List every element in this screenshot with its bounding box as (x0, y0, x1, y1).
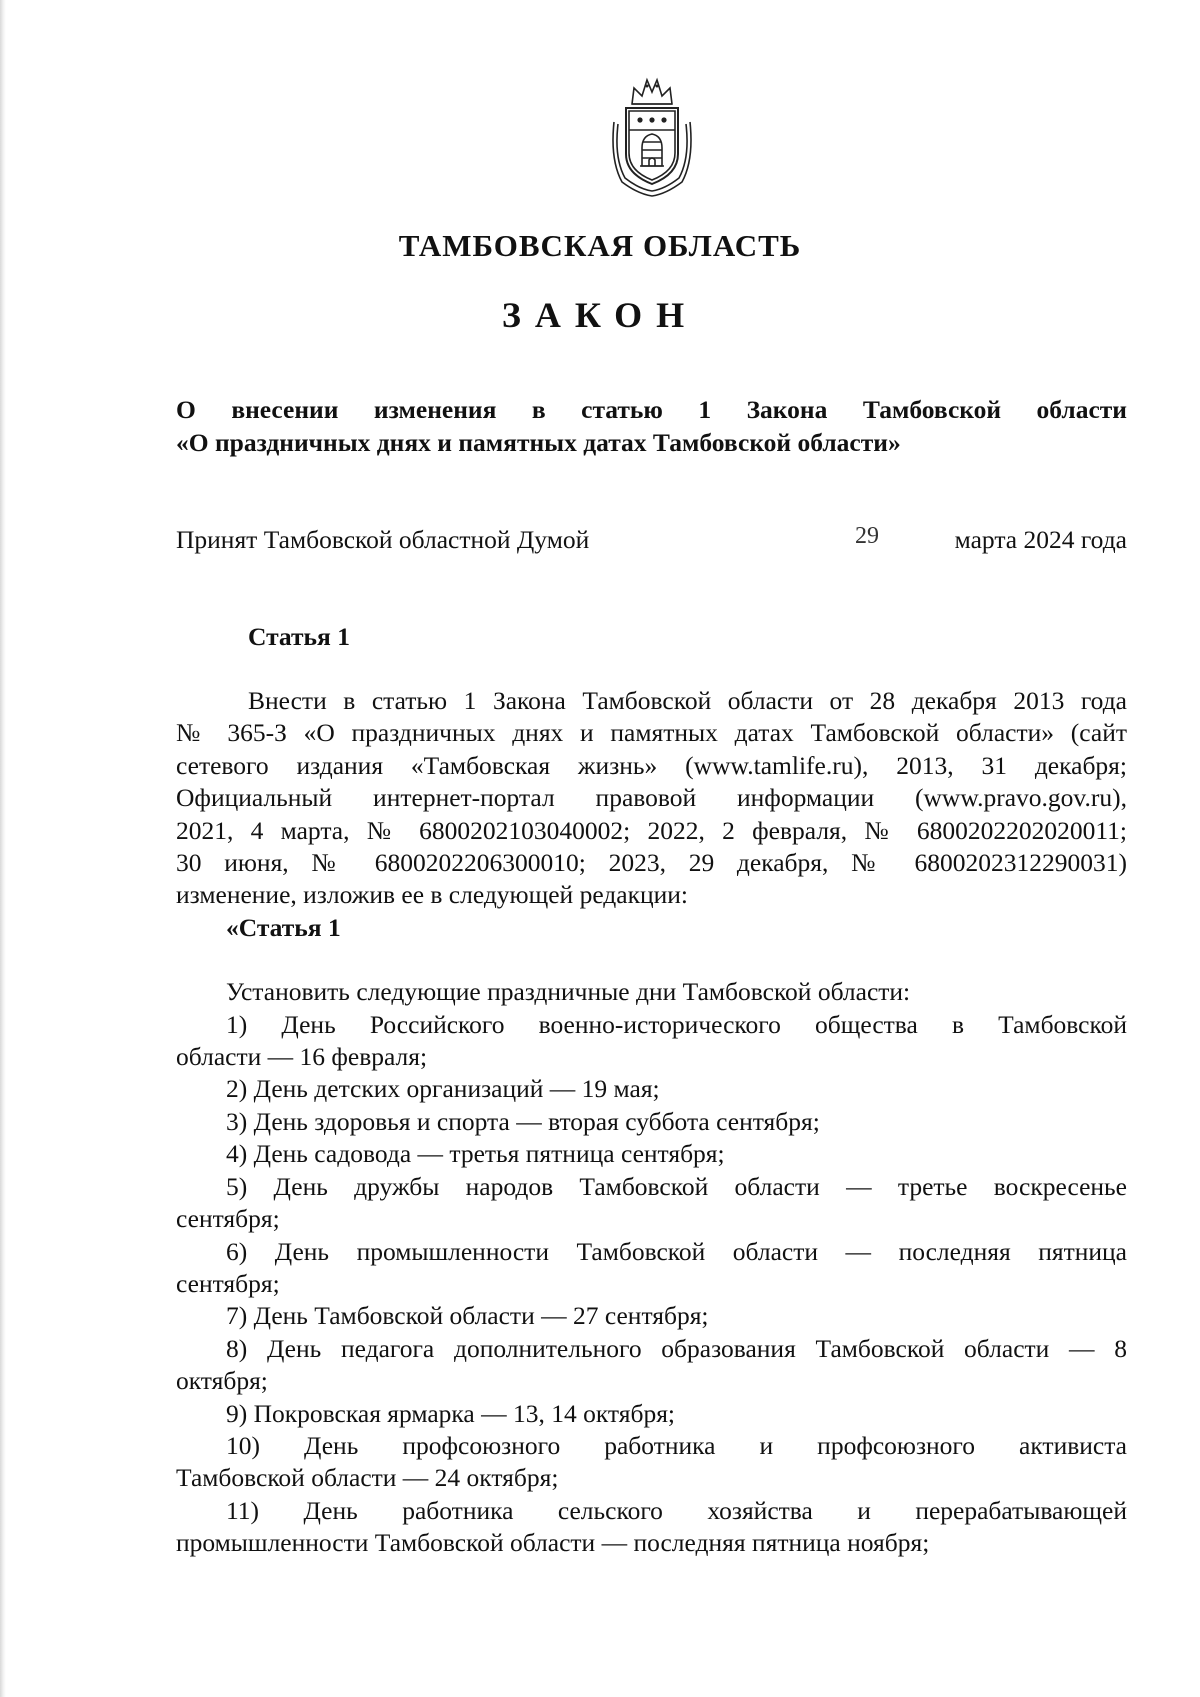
list-item: 4) День садовода — третья пятница сентября; (226, 1139, 725, 1169)
intro-line: сетевого издания «Тамбовская жизнь» (www.tamlife.ru), 2013, 31 декабря; (176, 750, 1127, 780)
article-heading: Статья 1 (248, 622, 350, 651)
list-item-continuation: сентября; (176, 1204, 280, 1234)
adoption-day: 29 (855, 523, 879, 549)
intro-line: 30 июня, № 6800202206300010; 2023, 29 декабря, № 6800202312290031) (176, 848, 1127, 878)
document-type-heading: ЗАКОН (501, 295, 699, 335)
law-title-line-2: «О праздничных днях и памятных датах Тамбовской области» (176, 428, 901, 457)
list-item-continuation: области — 16 февраля; (176, 1042, 428, 1072)
list-item: 10) День профсоюзного работника и профсоюзного активиста (226, 1430, 1127, 1460)
list-item: 8) День педагога дополнительного образования Тамбовской области — 8 (226, 1333, 1127, 1363)
list-item-continuation: промышленности Тамбовской области — последняя пятница ноября; (176, 1528, 930, 1558)
list-item: 9) Покровская ярмарка — 13, 14 октября; (226, 1398, 676, 1428)
law-title-line-1: О внесении изменения в статью 1 Закона Тамбовской области (176, 395, 1127, 424)
coat-of-arms-emblem (604, 70, 700, 198)
quoted-article-heading: «Статья 1 (226, 912, 341, 942)
intro-line: изменение, изложив ее в следующей редакции: (176, 880, 689, 910)
intro-line: 2021, 4 марта, № 6800202103040002; 2022, 2 февраля, № 6800202202020011; (176, 815, 1127, 845)
list-item: 3) День здоровья и спорта — вторая суббота сентября; (226, 1106, 820, 1136)
list-item: 5) День дружбы народов Тамбовской области — третье воскресенье (226, 1171, 1127, 1201)
intro-line: Официальный интернет-портал правовой информации (www.pravo.gov.ru), (176, 783, 1127, 813)
list-item-continuation: Тамбовской области — 24 октября; (176, 1463, 559, 1493)
list-item: 11) День работника сельского хозяйства и перерабатывающей (226, 1495, 1127, 1525)
adoption-month-year: марта 2024 года (954, 525, 1127, 554)
article-body (176, 685, 1127, 1560)
intro-line: № 365-З «О праздничных днях и памятных датах Тамбовской области» (сайт (176, 718, 1127, 748)
spacer (176, 944, 1127, 976)
intro-line: Внести в статью 1 Закона Тамбовской области от 28 декабря 2013 года (248, 686, 1127, 715)
adoption-text: Принят Тамбовской областной Думой (176, 525, 590, 554)
list-item: 6) День промышленности Тамбовской области — последняя пятница (226, 1236, 1127, 1266)
region-heading: ТАМБОВСКАЯ ОБЛАСТЬ (398, 228, 802, 263)
list-item: 7) День Тамбовской области — 27 сентября; (226, 1301, 709, 1331)
list-item: 1) День Российского военно-исторического общества в Тамбовской (226, 1009, 1127, 1039)
list-intro: Установить следующие праздничные дни Тамбовской области: (226, 977, 911, 1007)
list-item-continuation: сентября; (176, 1268, 280, 1298)
list-item-continuation: октября; (176, 1366, 268, 1396)
list-item: 2) День детских организаций — 19 мая; (226, 1074, 660, 1104)
law-title (176, 393, 1127, 459)
